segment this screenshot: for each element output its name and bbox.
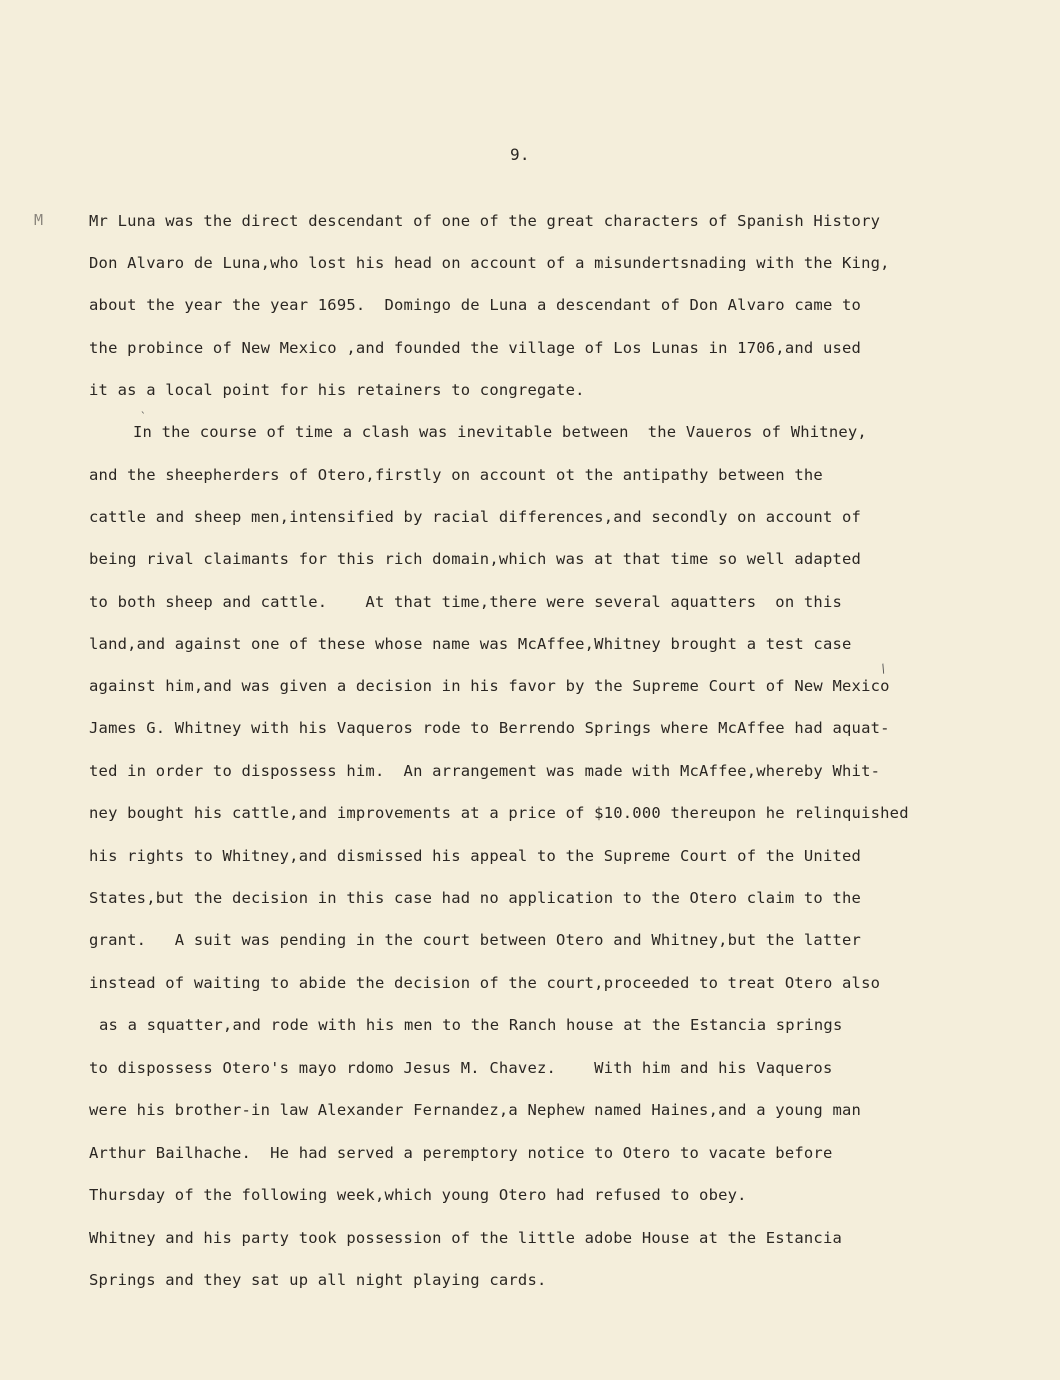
text-line: Thursday of the following week,which young Otero had refused to obey. (89, 1186, 747, 1204)
text-line: to both sheep and cattle. At that time,there were several aquatters on this (89, 593, 843, 611)
page-number: 9. (510, 145, 530, 164)
text-line: about the year the year 1695. Domingo de Luna a descendant of Don Alvaro came to (89, 296, 862, 314)
text-line: to dispossess Otero's mayo rdomo Jesus M. Chavez. With him and his Vaqueros (89, 1059, 833, 1077)
pen-mark: / (877, 661, 890, 676)
text-line: Mr Luna was the direct descendant of one of the great characters of Spanish History (89, 212, 881, 230)
text-line: and the sheepherders of Otero,firstly on account ot the antipathy between the (89, 466, 823, 484)
text-line: as a squatter,and rode with his men to the Ranch house at the Estancia springs (99, 1016, 843, 1034)
text-line: ted in order to dispossess him. An arrangement was made with McAffee,whereby Whit- (89, 762, 881, 780)
text-line: land,and against one of these whose name was McAffee,Whitney brought a test case (89, 635, 852, 653)
text-line: instead of waiting to abide the decision of the court,proceeded to treat Otero also (89, 974, 881, 992)
text-line: Don Alvaro de Luna,who lost his head on account of a misundertsnading with the King, (89, 254, 890, 272)
text-line: the probince of New Mexico ,and founded the village of Los Lunas in 1706,and used (89, 339, 862, 357)
text-line: Springs and they sat up all night playing cards. (89, 1271, 547, 1289)
text-line: cattle and sheep men,intensified by racial differences,and secondly on account of (89, 508, 862, 526)
text-line: against him,and was given a decision in his favor by the Supreme Court of New Mexico (89, 677, 890, 695)
margin-mark: M (34, 211, 44, 229)
text-line: his rights to Whitney,and dismissed his appeal to the Supreme Court of the United (89, 847, 862, 865)
text-line: it as a local point for his retainers to congregate. (89, 381, 585, 399)
text-line: were his brother-in law Alexander Fernandez,a Nephew named Haines,and a young man (89, 1101, 862, 1119)
pen-mark: ` (140, 410, 147, 423)
text-line: James G. Whitney with his Vaqueros rode to Berrendo Springs where McAffee had aquat- (89, 719, 890, 737)
text-line: States,but the decision in this case had no application to the Otero claim to the (89, 889, 862, 907)
text-line: ney bought his cattle,and improvements at a price of $10.000 thereupon he relinquished (89, 804, 909, 822)
text-line: Arthur Bailhache. He had served a peremptory notice to Otero to vacate before (89, 1144, 833, 1162)
text-line: grant. A suit was pending in the court between Otero and Whitney,but the latter (89, 931, 862, 949)
text-line: In the course of time a clash was inevitable between the Vaueros of Whitney, (133, 423, 867, 441)
text-line: Whitney and his party took possession of the little adobe House at the Estancia (89, 1229, 843, 1247)
text-line: being rival claimants for this rich domain,which was at that time so well adapted (89, 550, 862, 568)
